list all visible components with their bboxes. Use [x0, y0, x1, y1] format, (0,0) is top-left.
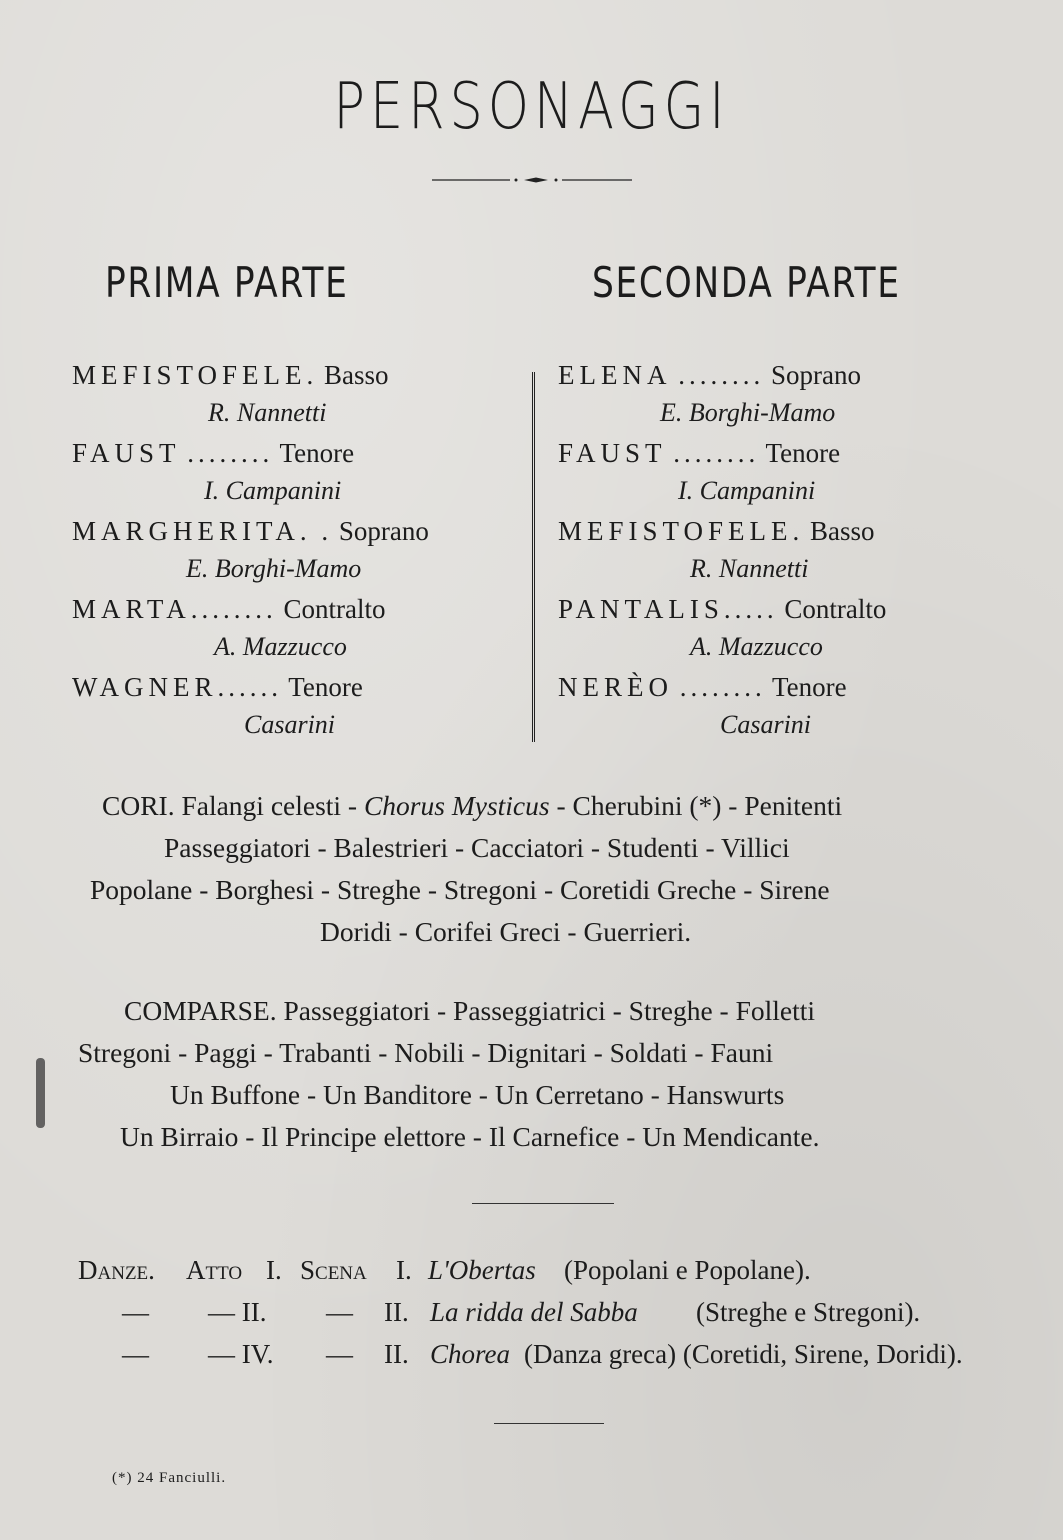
- voice-type: Tenore: [772, 672, 847, 702]
- voice-type: Soprano: [770, 360, 861, 390]
- singer-name: Casarini: [244, 710, 336, 739]
- seconda-parte-heading: SECONDA PARTE: [592, 258, 901, 307]
- role-dots: ........: [678, 360, 765, 390]
- list-item: [78, 1297, 1038, 1339]
- voice-type: Contralto: [283, 594, 386, 624]
- singer-name: E. Borghi-Mamo: [660, 398, 836, 427]
- ditto-dash: —: [326, 1339, 353, 1369]
- list-item: [558, 672, 988, 750]
- atto-label: Atto: [186, 1255, 243, 1285]
- act-number: I.: [266, 1255, 282, 1285]
- cori-line-1b: - Cherubini (*) - Penitenti: [549, 790, 843, 821]
- list-item: [558, 516, 988, 594]
- singer-name: R. Nannetti: [690, 554, 809, 583]
- singer-name: R. Nannetti: [208, 398, 327, 427]
- prima-parte-heading: PRIMA PARTE: [105, 258, 349, 307]
- seconda-parte-list: [558, 360, 988, 750]
- voice-type: Soprano: [338, 516, 429, 546]
- ink-mark: [36, 1058, 45, 1128]
- dance-description: (Popolani e Popolane).: [564, 1255, 811, 1285]
- dance-title: La ridda del Sabba: [430, 1297, 638, 1327]
- list-item: [72, 360, 512, 438]
- voice-type: Tenore: [279, 438, 355, 468]
- comparse-line-3: Un Buffone - Un Banditore - Un Cerretano - Hanswurts: [170, 1079, 785, 1110]
- role-dots: ........: [190, 594, 277, 624]
- list-item: [558, 438, 988, 516]
- list-item: [72, 438, 512, 516]
- role-name: ELENA: [558, 360, 672, 390]
- list-item: [558, 594, 988, 672]
- danze-label: Danze.: [78, 1255, 155, 1285]
- list-item: [558, 360, 988, 438]
- role-dots: . .: [299, 516, 333, 546]
- role-dots: ......: [217, 672, 282, 702]
- singer-name: I. Campanini: [678, 476, 816, 505]
- dance-title: L'Obertas: [428, 1255, 536, 1285]
- comparse-label: COMPARSE.: [124, 995, 277, 1026]
- voice-type: Contralto: [784, 594, 887, 624]
- comparse-line-4: Un Birraio - Il Principe elettore - Il Carnefice - Un Mendicante.: [120, 1121, 820, 1152]
- cori-section: [60, 785, 1010, 953]
- scene-number: II.: [384, 1297, 409, 1327]
- list-item: [78, 1255, 1038, 1297]
- list-item: [72, 594, 512, 672]
- singer-name: I. Campanini: [204, 476, 342, 505]
- singer-name: Casarini: [720, 710, 812, 739]
- cori-line-3: Popolane - Borghesi - Streghe - Stregoni - Coretidi Greche - Sirene: [90, 874, 830, 905]
- cori-line-2: Passeggiatori - Balestrieri - Cacciatori - Studenti - Villici: [164, 832, 790, 863]
- voice-type: Basso: [324, 360, 389, 390]
- ditto-dash: —: [122, 1297, 149, 1327]
- dance-description: (Streghe e Stregoni).: [696, 1297, 921, 1327]
- cori-line-1-italic: Chorus Mysticus: [363, 790, 550, 821]
- role-name: FAUST: [72, 438, 181, 468]
- column-divider: [532, 372, 535, 742]
- role-dots: ........: [187, 438, 274, 468]
- section-divider: [494, 1423, 604, 1424]
- danze-section: [78, 1255, 1038, 1381]
- dance-title: Chorea: [430, 1339, 510, 1369]
- act-number: — II.: [208, 1297, 267, 1327]
- voice-type: Tenore: [288, 672, 363, 702]
- comparse-line-2: Stregoni - Paggi - Trabanti - Nobili - Dignitari - Soldati - Fauni: [78, 1037, 774, 1068]
- scena-label: Scena: [300, 1255, 367, 1285]
- cori-label: CORI.: [102, 790, 175, 821]
- voice-type: Tenore: [765, 438, 841, 468]
- role-name: WAGNER: [72, 672, 218, 702]
- singer-name: E. Borghi-Mamo: [186, 554, 362, 583]
- role-name: MEFISTOFELE: [558, 516, 793, 546]
- role-name: MARGHERITA: [72, 516, 300, 546]
- role-name: NERÈO: [558, 672, 673, 702]
- role-dots: .....: [723, 594, 778, 624]
- act-number: — IV.: [208, 1339, 274, 1369]
- title-ornament: [432, 176, 632, 184]
- footnote: (*) 24 Fanciulli.: [112, 1470, 227, 1486]
- cori-line-1a: Falangi celesti -: [181, 790, 364, 821]
- section-divider: [472, 1203, 614, 1204]
- comparse-section: [60, 990, 1010, 1158]
- list-item: [72, 672, 512, 750]
- singer-name: A. Mazzucco: [214, 632, 347, 661]
- role-name: PANTALIS: [558, 594, 724, 624]
- role-name: FAUST: [558, 438, 667, 468]
- list-item: [78, 1339, 1038, 1381]
- role-dots: .: [792, 516, 804, 546]
- role-dots: ........: [679, 672, 766, 702]
- singer-name: A. Mazzucco: [690, 632, 823, 661]
- cori-line-4: Doridi - Corifei Greci - Guerrieri.: [320, 916, 692, 947]
- list-item: [72, 516, 512, 594]
- page-title: PERSONAGGI: [333, 70, 730, 144]
- dance-description: (Danza greca) (Coretidi, Sirene, Doridi).: [524, 1339, 963, 1369]
- role-name: MARTA: [72, 594, 191, 624]
- scene-number: II.: [384, 1339, 409, 1369]
- role-name: MEFISTOFELE: [72, 360, 307, 390]
- voice-type: Basso: [810, 516, 875, 546]
- prima-parte-list: [72, 360, 512, 750]
- role-dots: .: [306, 360, 318, 390]
- scene-number: I.: [396, 1255, 412, 1285]
- ditto-dash: —: [122, 1339, 149, 1369]
- comparse-line-1: Passeggiatori - Passeggiatrici - Streghe - Folletti: [283, 995, 816, 1026]
- ditto-dash: —: [326, 1297, 353, 1327]
- role-dots: ........: [673, 438, 760, 468]
